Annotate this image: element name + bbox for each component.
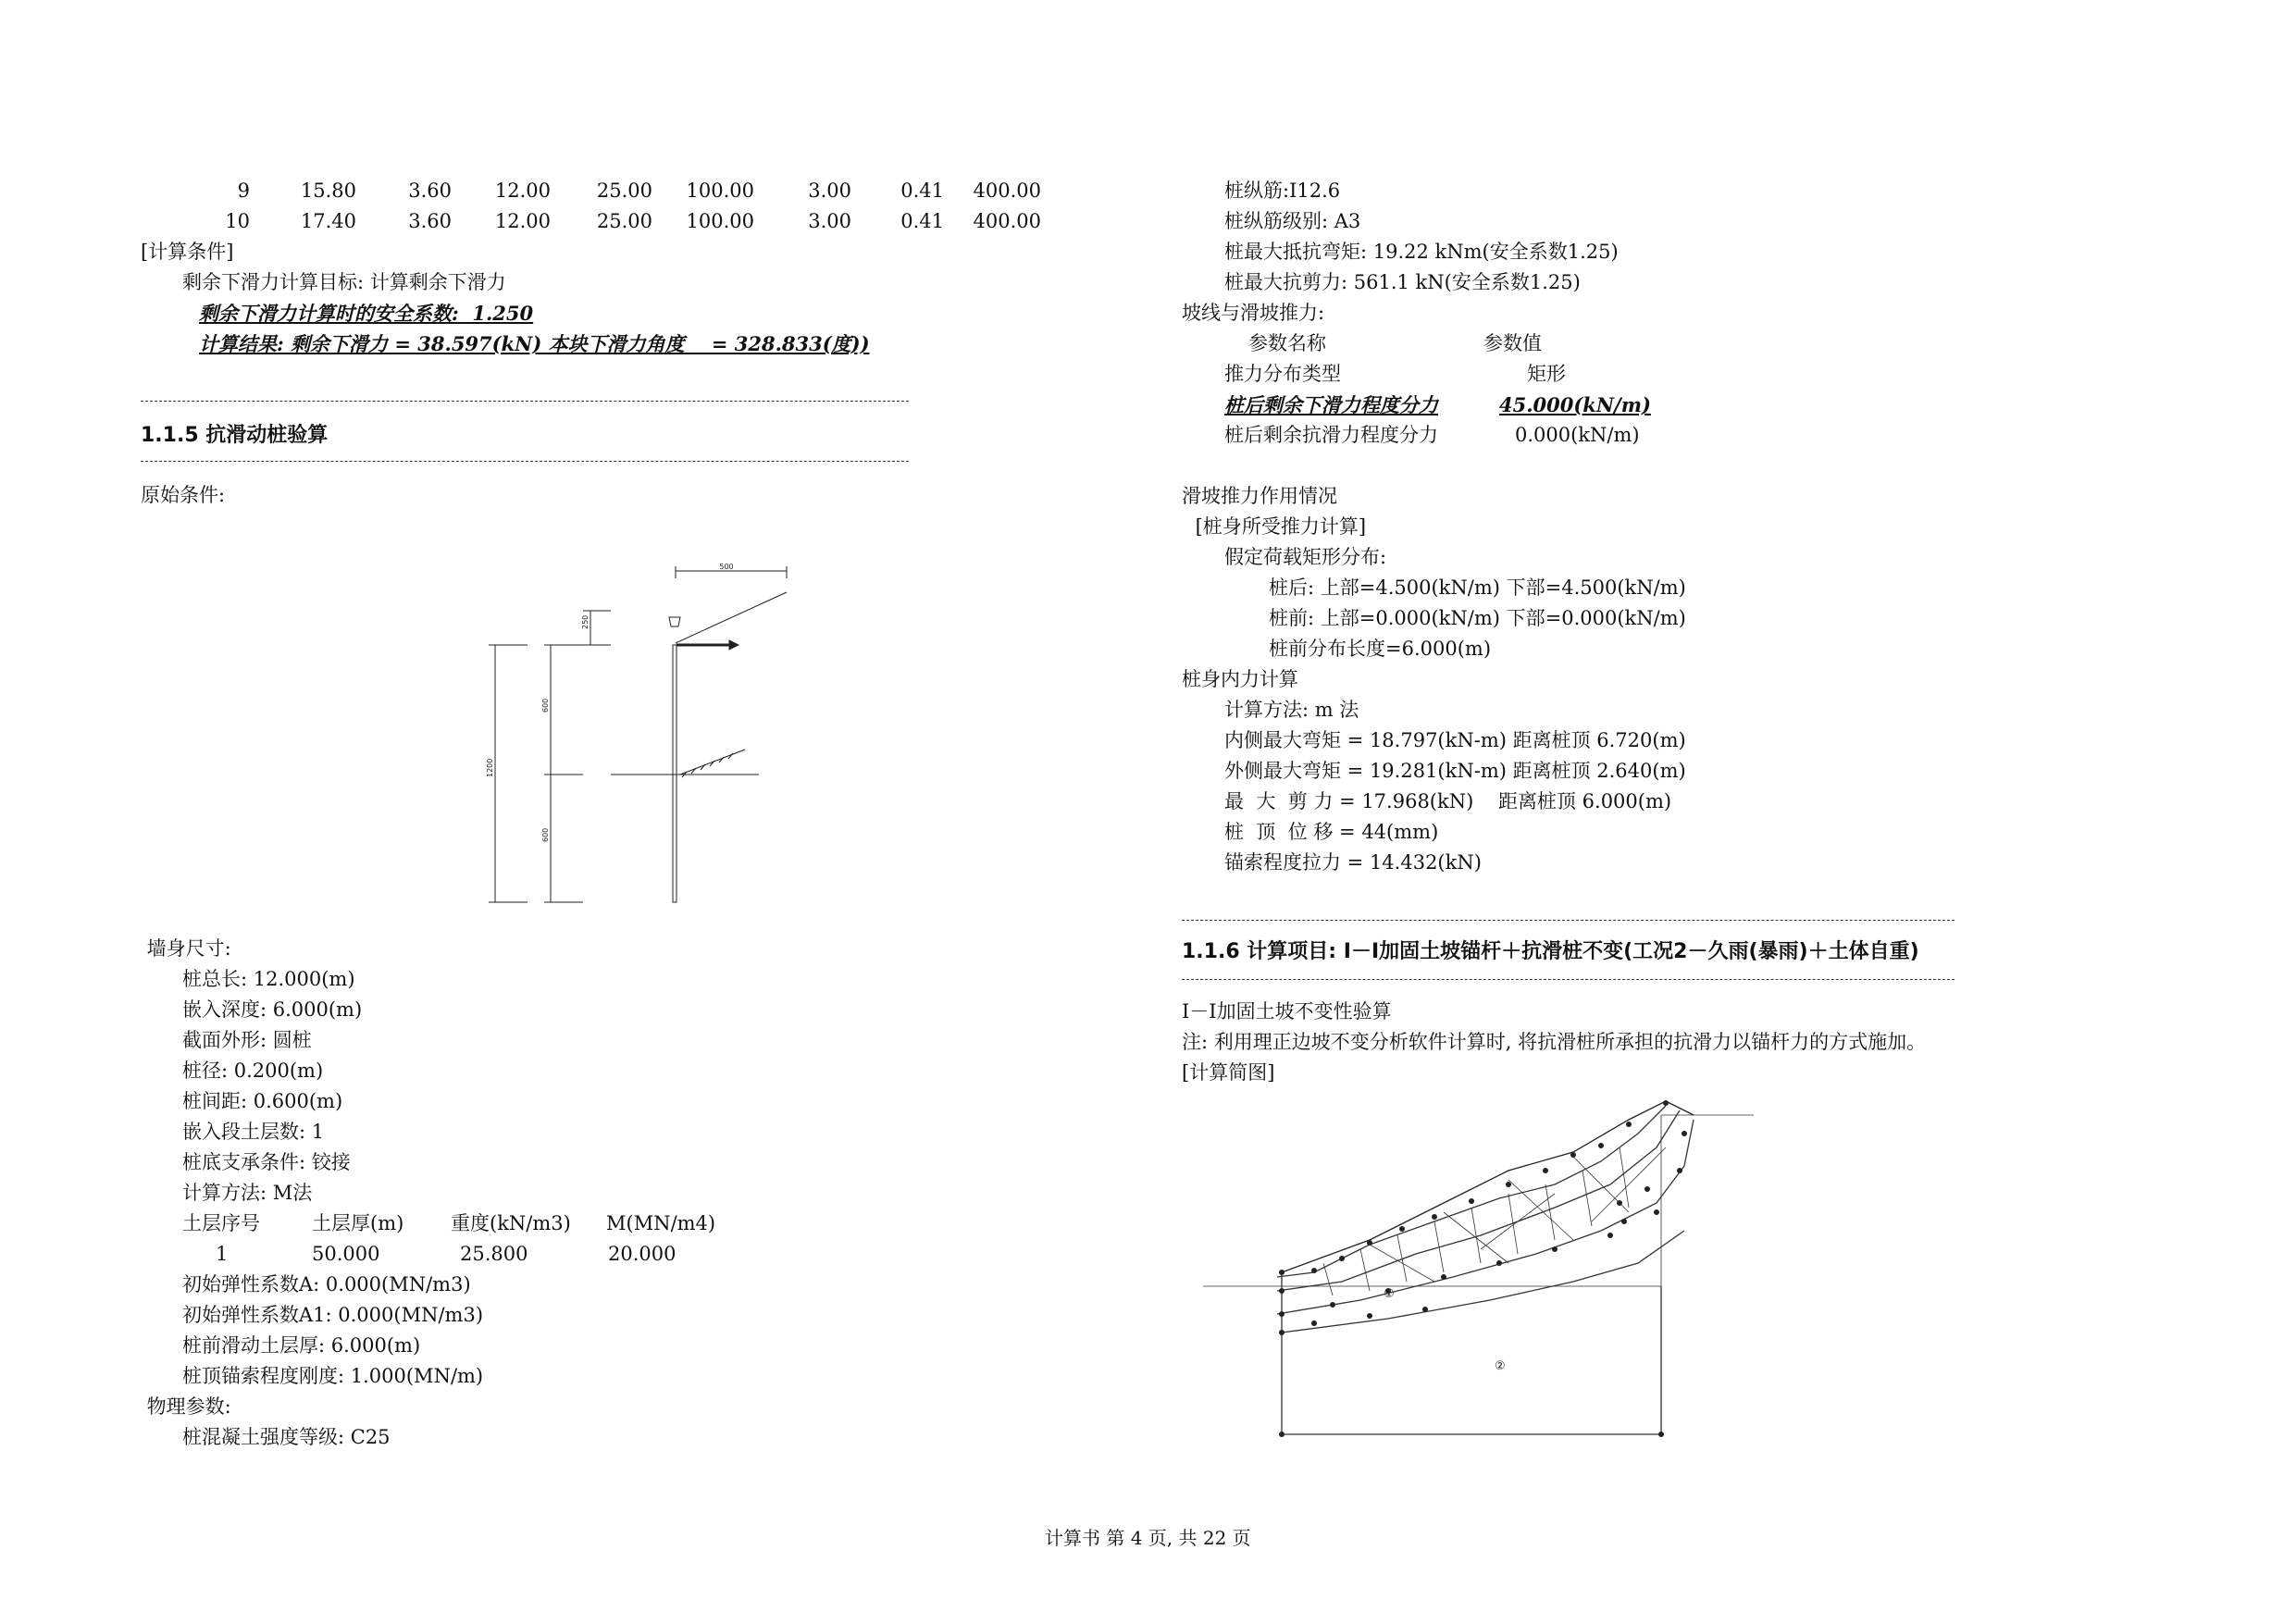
- original-conditions-label: 原始条件:: [141, 484, 226, 506]
- dim-label-total: 1200: [486, 758, 494, 777]
- param-line: 桩间距: 0.600(m): [182, 1090, 343, 1112]
- soil-header-col: M(MN/m4): [606, 1212, 716, 1234]
- max-shear-force-line: 最 大 剪 力 = 17.968(kN) 距离桩顶 6.000(m): [1224, 790, 1672, 812]
- divider: [141, 461, 909, 462]
- param-line: 桩总长: 12.000(m): [182, 968, 355, 990]
- anchor-tension-line: 锚索程度拉力 = 14.432(kN): [1224, 851, 1482, 874]
- page-footer: 计算书 第 4 页, 共 22 页: [1045, 1527, 1251, 1549]
- stability-subtitle: Ⅰ－Ⅰ加固土坡不变性验算: [1182, 1000, 1392, 1023]
- table-cell: 3.60: [408, 210, 452, 232]
- divider: [141, 401, 909, 402]
- max-shear-line: 桩最大抗剪力: 561.1 kN(安全系数1.25): [1224, 271, 1581, 293]
- divider: [1182, 920, 1955, 921]
- param-line: 桩径: 0.200(m): [182, 1060, 324, 1082]
- dim-label-lower: 600: [541, 827, 550, 842]
- slope-diagram-labels: [1203, 1092, 1758, 1448]
- table-cell: 9: [237, 180, 250, 202]
- resid-resist-label: 桩后剩余抗滑力程度分力: [1224, 424, 1438, 446]
- method-line: 计算方法: m 法: [1224, 699, 1359, 721]
- dist-type-label: 推力分布类型: [1224, 363, 1341, 385]
- table-cell: 10: [225, 210, 250, 232]
- dim-label-upper: 600: [541, 698, 550, 713]
- table-cell: 17.40: [300, 210, 356, 232]
- max-moment-line: 桩最大抵抗弯矩: 19.22 kNm(安全系数1.25): [1224, 241, 1619, 263]
- soil-header-col: 土层序号: [182, 1212, 260, 1234]
- table-cell: 25.00: [596, 210, 652, 232]
- table-cell: 3.00: [808, 210, 851, 232]
- calc-conditions-title: [计算条件]: [141, 241, 234, 263]
- param-line: 嵌入段土层数: 1: [182, 1121, 325, 1143]
- internal-force-title: 桩身内力计算: [1182, 668, 1298, 690]
- param-line: 嵌入深度: 6.000(m): [182, 998, 363, 1021]
- outer-moment-line: 外侧最大弯矩 = 19.281(kN-m) 距离桩顶 2.640(m): [1224, 760, 1686, 782]
- rebar-line: 桩纵筋:I12.6: [1224, 180, 1341, 202]
- wall-dimensions-title: 墙身尺寸:: [141, 937, 231, 960]
- table-cell: 12.00: [494, 210, 551, 232]
- slope-thrust-title: 坡线与滑坡推力:: [1182, 302, 1325, 324]
- safety-factor-line: 剩余下滑力计算时的安全系数: 1.250: [199, 302, 534, 325]
- top-displacement-line: 桩 顶 位 移 = 44(mm): [1224, 821, 1439, 843]
- table-cell: 3.60: [408, 180, 452, 202]
- thrust-title: 滑坡推力作用情况: [1182, 485, 1337, 507]
- table-cell: 15.80: [300, 180, 356, 202]
- zone-label-2: ②: [1495, 1359, 1506, 1373]
- calc-target-line: 剩余下滑力计算目标: 计算剩余下滑力: [182, 271, 506, 293]
- diagram-title: [计算简图]: [1182, 1061, 1275, 1084]
- front-length-line: 桩前分布长度=6.000(m): [1269, 638, 1492, 660]
- table-cell: 3.00: [808, 180, 851, 202]
- param-line: 初始弹性系数A: 0.000(MN/m3): [182, 1273, 471, 1295]
- param-line: 截面外形: 圆桩: [182, 1029, 312, 1051]
- dim-label-width: 500: [719, 563, 734, 571]
- table-cell: 100.00: [686, 210, 754, 232]
- resid-down-label: 桩后剩余下滑力程度分力: [1224, 393, 1438, 416]
- soil-cell: 25.800: [460, 1243, 528, 1265]
- section-title-116: 1.1.6 计算项目: Ⅰ－Ⅰ加固土坡锚杆＋抗滑桩不变(工况2－久雨(暴雨)＋土体自重): [1182, 940, 1919, 963]
- resid-resist-value: 0.000(kN/m): [1515, 424, 1640, 446]
- param-line: 桩顶锚索程度刚度: 1.000(MN/m): [182, 1365, 484, 1387]
- soil-cell: 50.000: [312, 1243, 380, 1265]
- param-name-header: 参数名称: [1248, 332, 1326, 354]
- param-value-header: 参数值: [1483, 332, 1542, 354]
- divider: [1182, 979, 1955, 980]
- section-title-115: 1.1.5 抗滑动桩验算: [141, 424, 329, 447]
- thrust-calc-title: [桩身所受推力计算]: [1189, 515, 1367, 538]
- table-cell: 25.00: [596, 180, 652, 202]
- table-cell: 0.41: [900, 210, 944, 232]
- soil-cell: 1: [216, 1243, 229, 1265]
- behind-load-line: 桩后: 上部=4.500(kN/m) 下部=4.500(kN/m): [1269, 576, 1686, 599]
- param-line: 初始弹性系数A1: 0.000(MN/m3): [182, 1304, 484, 1326]
- rebar-grade-line: 桩纵筋级别: A3: [1224, 210, 1361, 232]
- pile-diagram-labels: [481, 560, 814, 911]
- dist-type-value: 矩形: [1527, 363, 1566, 385]
- note-line: 注: 利用理正边坡不变分析软件计算时, 将抗滑桩所承担的抗滑力以锚杆力的方式施加。: [1182, 1031, 1927, 1053]
- soil-header-col: 土层厚(m): [312, 1212, 404, 1234]
- resid-down-value: 45.000(kN/m): [1499, 393, 1651, 416]
- dim-label-top: 250: [581, 614, 590, 629]
- front-load-line: 桩前: 上部=0.000(kN/m) 下部=0.000(kN/m): [1269, 607, 1686, 629]
- param-line: 桩底支承条件: 铰接: [182, 1151, 351, 1173]
- table-cell: 100.00: [686, 180, 754, 202]
- assume-line: 假定荷载矩形分布:: [1224, 546, 1387, 568]
- concrete-grade-line: 桩混凝土强度等级: C25: [182, 1426, 391, 1448]
- table-cell: 400.00: [973, 210, 1041, 232]
- param-line: 桩前滑动土层厚: 6.000(m): [182, 1334, 421, 1357]
- param-line: 计算方法: M法: [182, 1182, 313, 1204]
- table-cell: 400.00: [973, 180, 1041, 202]
- calc-result-line: 计算结果: 剩余下滑力 = 38.597(kN) 本块下滑力角度 = 328.833(度)): [199, 332, 870, 355]
- soil-cell: 20.000: [608, 1243, 676, 1265]
- table-cell: 12.00: [494, 180, 551, 202]
- soil-header-col: 重度(kN/m3): [451, 1212, 571, 1234]
- zone-label-1: ①: [1384, 1287, 1395, 1301]
- table-cell: 0.41: [900, 180, 944, 202]
- inner-moment-line: 内侧最大弯矩 = 18.797(kN-m) 距离桩顶 6.720(m): [1224, 729, 1686, 751]
- physical-params-title: 物理参数:: [141, 1395, 231, 1418]
